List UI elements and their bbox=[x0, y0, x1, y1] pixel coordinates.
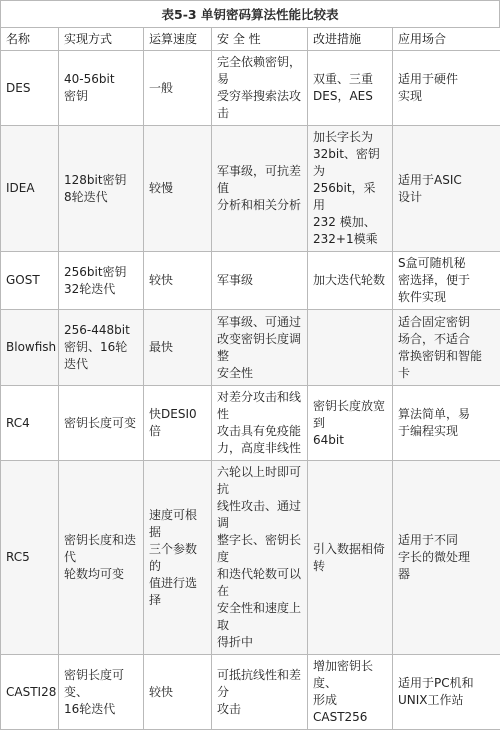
cell-implementation: 256bit密钥 32轮迭代 bbox=[59, 252, 144, 310]
table-header bbox=[1, 28, 500, 51]
cell-speed: 最快 bbox=[144, 310, 212, 386]
table-row bbox=[1, 461, 500, 655]
cell-application: S盒可随机秘 密选择，便于 软件实现 bbox=[393, 252, 500, 310]
table-row bbox=[1, 386, 500, 461]
cell-application: 算法简单，易 于编程实现 bbox=[393, 386, 500, 461]
cell-implementation: 128bit密钥 8轮迭代 bbox=[59, 126, 144, 252]
comparison-table bbox=[0, 27, 500, 730]
cell-name: IDEA bbox=[1, 126, 59, 252]
cell-speed: 一般 bbox=[144, 51, 212, 126]
cell-security: 对差分攻击和线性 攻击具有免疫能 力，高度非线性 bbox=[212, 386, 308, 461]
cell-improvement: 增加密钥长度、 形成CAST256 bbox=[308, 655, 393, 730]
cell-security: 完全依赖密钥，易 受穷举搜索法攻击 bbox=[212, 51, 308, 126]
table-row bbox=[1, 51, 500, 126]
cell-improvement: 加长字长为 32bit、密钥为 256bit，采用 232 模加、 232+1模乘 bbox=[308, 126, 393, 252]
cell-name: GOST bbox=[1, 252, 59, 310]
cell-improvement: 密钥长度放宽到 64bit bbox=[308, 386, 393, 461]
cell-security: 军事级，可抗差值 分析和相关分析 bbox=[212, 126, 308, 252]
cell-application: 适用于PC机和 UNIX工作站 bbox=[393, 655, 500, 730]
cell-name: RC5 bbox=[1, 461, 59, 655]
cell-security: 六轮以上时即可抗 线性攻击、通过调 整字长、密钥长度 和迭代轮数可以在 安全性和速度上取 得折中 bbox=[212, 461, 308, 655]
cell-application: 适用于不同 字长的微处理 器 bbox=[393, 461, 500, 655]
header-application: 应用场合 bbox=[393, 28, 500, 51]
cell-application: 适用于硬件 实现 bbox=[393, 51, 500, 126]
cell-implementation: 40-56bit 密钥 bbox=[59, 51, 144, 126]
cell-name: Blowfish bbox=[1, 310, 59, 386]
cell-speed: 速度可根据 三个参数的 值进行选择 bbox=[144, 461, 212, 655]
table-row bbox=[1, 310, 500, 386]
cell-name: DES bbox=[1, 51, 59, 126]
table-row bbox=[1, 252, 500, 310]
cell-name: RC4 bbox=[1, 386, 59, 461]
table-row bbox=[1, 126, 500, 252]
cell-improvement: 加大迭代轮数 bbox=[308, 252, 393, 310]
cell-name: CASTI28 bbox=[1, 655, 59, 730]
header-speed: 运算速度 bbox=[144, 28, 212, 51]
cell-speed: 较快 bbox=[144, 252, 212, 310]
cell-improvement bbox=[308, 310, 393, 386]
table-title: 表5-3 单钥密码算法性能比较表 bbox=[0, 0, 500, 28]
cell-security: 军事级、可通过 改变密钥长度调整 安全性 bbox=[212, 310, 308, 386]
cell-application: 适用于ASIC 设计 bbox=[393, 126, 500, 252]
cell-speed: 较快 bbox=[144, 655, 212, 730]
header-improvement: 改进措施 bbox=[308, 28, 393, 51]
cell-implementation: 密钥长度可变、 16轮迭代 bbox=[59, 655, 144, 730]
cell-security: 可抵抗线性和差分 攻击 bbox=[212, 655, 308, 730]
table-body bbox=[1, 51, 500, 730]
cell-security: 军事级 bbox=[212, 252, 308, 310]
cell-improvement: 引入数据相倚转 bbox=[308, 461, 393, 655]
table-row bbox=[1, 655, 500, 730]
cell-speed: 较慢 bbox=[144, 126, 212, 252]
cell-application: 适合固定密钥 场合，不适合 常换密钥和智能 卡 bbox=[393, 310, 500, 386]
cell-implementation: 密钥长度可变 bbox=[59, 386, 144, 461]
header-row bbox=[1, 28, 500, 51]
cell-implementation: 密钥长度和迭代 轮数均可变 bbox=[59, 461, 144, 655]
cell-speed: 快DESI0倍 bbox=[144, 386, 212, 461]
cell-implementation: 256-448bit 密钥、16轮迭代 bbox=[59, 310, 144, 386]
header-security: 安 全 性 bbox=[212, 28, 308, 51]
cell-improvement: 双重、三重 DES，AES bbox=[308, 51, 393, 126]
header-implementation: 实现方式 bbox=[59, 28, 144, 51]
header-name: 名称 bbox=[1, 28, 59, 51]
